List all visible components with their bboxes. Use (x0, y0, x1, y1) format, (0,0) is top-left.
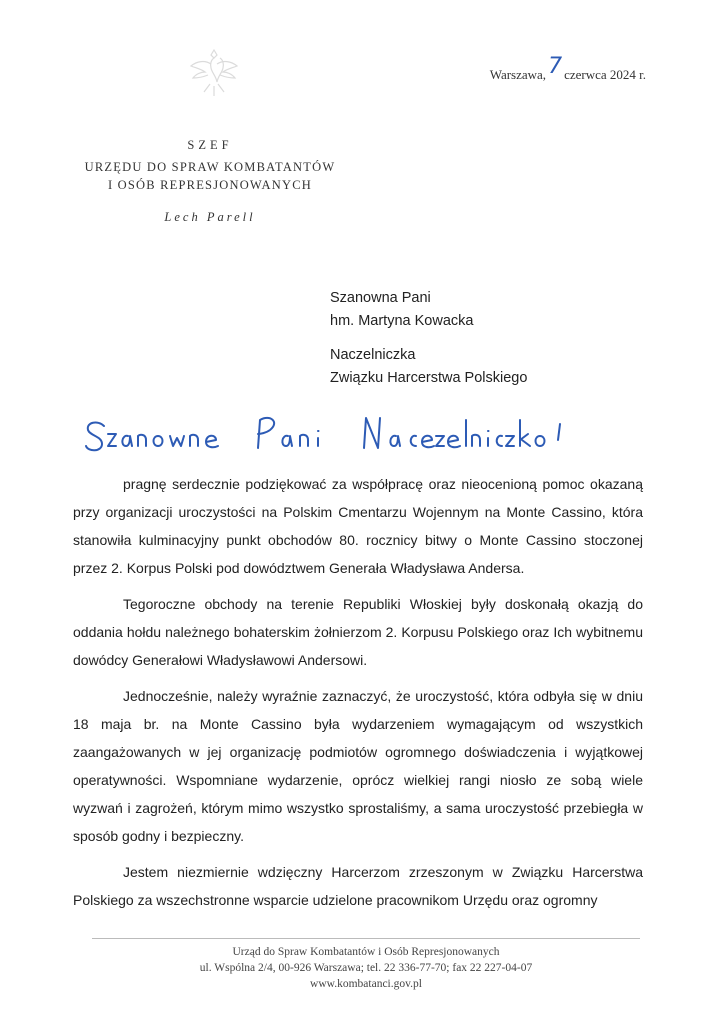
sender-role: SZEF (187, 138, 233, 152)
letter-body (73, 470, 643, 922)
date-month-year: czerwca 2024 r. (564, 67, 646, 82)
letter-footer (92, 944, 640, 992)
office-name-line1: URZĘDU DO SPRAW KOMBATANTÓW (84, 160, 336, 174)
letter-date (489, 54, 646, 85)
recipient-organization: Związku Harcerstwa Polskiego (330, 370, 528, 386)
recipient-name: hm. Martyna Kowacka (330, 313, 474, 329)
date-day-handwritten: 7 (548, 54, 563, 79)
recipient-title: Naczelniczka (330, 347, 416, 363)
footer-office-name: Urząd do Spraw Kombatantów i Osób Represjonowanych (232, 946, 500, 958)
body-paragraph: pragnę serdecznie podziękować za współpracę oraz nieocenioną pomoc okazaną przy organizacji uroczystości na Polskim Cmentarzu Wojennym na Monte Cassino, która stanowiła kulminacyjny punkt obchodów 80. rocznicy bitwy o Monte Cassino stoczonej przez 2. Korpus Polski pod dowództwem Generała Władysława Andersa. (73, 476, 643, 576)
sender-office-block (70, 136, 350, 226)
body-paragraph: Jestem niezmiernie wdzięczny Harcerzom zrzeszonym w Związku Harcerstwa Polskiego za wszechstronne wsparcie udzielone pracownikom Urzędu oraz ogromny (73, 864, 643, 908)
office-name-line2: I OSÓB REPRESJONOWANYCH (107, 178, 312, 192)
footer-address: ul. Wspólna 2/4, 00-926 Warszawa; tel. 22 336-77-70; fax 22 227-04-07 (199, 962, 533, 974)
footer-divider (92, 938, 640, 939)
footer-website: www.kombatanci.gov.pl (310, 978, 422, 990)
sender-name: Lech Parell (164, 210, 256, 224)
recipient-greeting: Szanowna Pani (330, 290, 431, 306)
body-paragraph: Tegoroczne obchody na terenie Republiki Włoskiej były doskonałą okazją do oddania hołdu należnego bohaterskim żołnierzom 2. Korpusu Polskiego oraz Ich wybitnemu dowódcy Generałowi Władysławowi Andersowi. (73, 596, 643, 668)
recipient-block (330, 287, 527, 390)
body-paragraph: Jednocześnie, należy wyraźnie zaznaczyć, że uroczystość, która odbyła się w dniu 18 maja br. na Monte Cassino była wydarzeniem wymagającym od wszystkich zaangażowanych w jej organizację podmiotów ogromnego doświadczenia i wyjątkowej operatywności. Wspomniane wydarzenie, oprócz wielkiej rangi niosło ze sobą wiele wyzwań i zagrożeń, którym mimo wszystko sprostaliśmy, a sama uroczystość przebiegła w sposób godny i bezpieczny. (73, 688, 643, 844)
date-place: Warszawa, (489, 67, 547, 82)
eagle-emblem-icon (186, 44, 242, 104)
handwritten-salutation (82, 404, 642, 464)
